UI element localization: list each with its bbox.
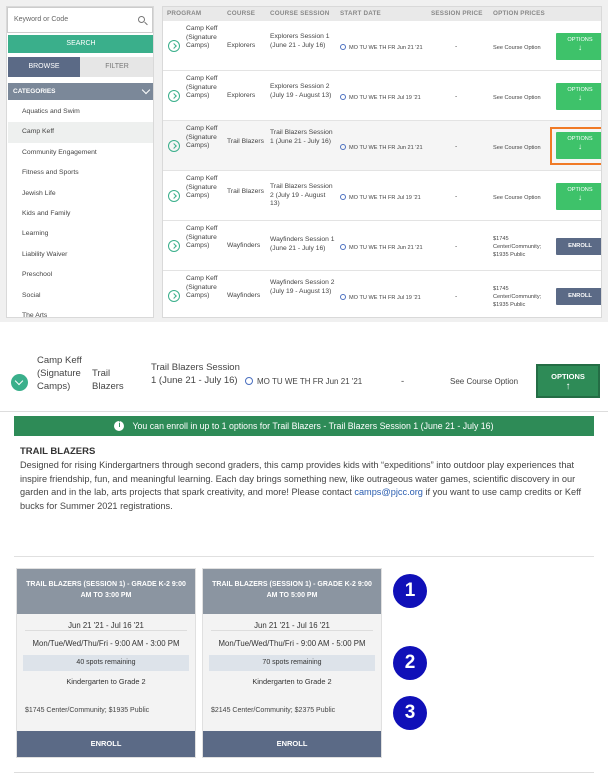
categories-label: CATEGORIES (13, 88, 56, 95)
session-price-cell: - (455, 293, 458, 300)
header-course: COURSE (227, 10, 256, 17)
options-button[interactable] (556, 83, 602, 110)
header-start-date: START DATE (340, 10, 381, 17)
table-header (163, 7, 602, 21)
sidebar-item-jewish-life[interactable]: Jewish Life (22, 189, 56, 197)
option-card (202, 568, 382, 758)
start-date-cell: MO TU WE TH FR Jun 21 '21 (349, 145, 423, 151)
clock-icon (340, 144, 346, 150)
enroll-limit-banner (14, 416, 594, 436)
sidebar-item-the-arts[interactable]: The Arts (22, 311, 48, 318)
sidebar-item-community[interactable]: Community Engagement (22, 148, 97, 156)
options-label: OPTIONS (551, 372, 585, 381)
sidebar-item-social[interactable]: Social (22, 291, 41, 299)
sidebar-item-aquatics[interactable]: Aquatics and Swim (22, 108, 80, 115)
enroll-button[interactable]: ENROLL (556, 288, 602, 305)
arrow-down-icon: ↓ (578, 193, 582, 202)
search-icon[interactable] (138, 16, 145, 23)
top-screenshot-panel (0, 0, 608, 322)
arrow-down-icon: ↓ (578, 142, 582, 151)
session-cell: Wayfinders Session 1 (June 21 - July 16) (270, 236, 335, 252)
course-description (20, 459, 590, 513)
option-dates: Jun 21 '21 - Jul 16 '21 (68, 621, 144, 630)
arrow-down-icon: ↓ (578, 43, 582, 52)
course-title: TRAIL BLAZERS (20, 446, 96, 457)
contact-email-link[interactable]: camps@pjcc.org (354, 487, 423, 497)
sidebar-item-liability[interactable]: Liability Waiver (22, 250, 68, 258)
course-cell: Explorers (227, 42, 256, 49)
arrow-up-icon: ↑ (565, 381, 571, 392)
divider (211, 630, 373, 631)
expand-circle-icon[interactable] (168, 240, 180, 252)
option-schedule: Mon/Tue/Wed/Thu/Fri - 9:00 AM - 3:00 PM (32, 639, 180, 648)
table-row (163, 271, 602, 318)
table-row (163, 171, 602, 221)
clock-icon (340, 244, 346, 250)
option-price-cell: See Course Option (493, 145, 541, 151)
session-price-cell: - (455, 243, 458, 250)
clock-icon (340, 94, 346, 100)
session-cell: Explorers Session 2 (July 19 - August 13) (270, 83, 332, 99)
expand-circle-icon[interactable] (168, 40, 180, 52)
clock-icon (340, 44, 346, 50)
course-cell: Trail Blazers (227, 188, 264, 195)
option-price-cell: See Course Option (450, 377, 519, 386)
start-date-cell: MO TU WE TH FR Jun 21 '21 (349, 45, 423, 51)
options-button[interactable] (556, 132, 602, 159)
option-grade: Kindergarten to Grade 2 (252, 677, 332, 686)
callout-badge-1: 1 (393, 574, 427, 608)
session-cell: Wayfinders Session 2 (July 19 - August 13) (270, 279, 335, 295)
tab-browse[interactable]: BROWSE (8, 57, 80, 77)
clock-icon (245, 377, 253, 385)
course-cell: Explorers (227, 92, 256, 99)
expand-circle-icon[interactable] (168, 90, 180, 102)
sidebar-item-learning[interactable]: Learning (22, 230, 49, 238)
enroll-button[interactable]: ENROLL (17, 731, 195, 757)
spots-remaining: 70 spots remaining (209, 655, 375, 671)
option-price-cell: $1745 Center/Community; $1935 Public (493, 286, 542, 308)
divider (14, 772, 594, 773)
session-price-cell: - (455, 43, 458, 50)
divider (14, 556, 594, 557)
expand-circle-icon[interactable] (168, 140, 180, 152)
option-price-cell: See Course Option (493, 45, 541, 51)
clock-icon (340, 194, 346, 200)
spots-remaining: 40 spots remaining (23, 655, 189, 671)
start-date-cell: MO TU WE TH FR Jul 19 '21 (349, 95, 421, 101)
enroll-button[interactable]: ENROLL (556, 238, 602, 255)
option-price-cell: $1745 Center/Community; $1935 Public (493, 236, 542, 258)
bottom-screenshot-panel (0, 342, 608, 780)
options-label: OPTIONS (567, 187, 593, 193)
options-button[interactable] (536, 364, 600, 398)
table-row (163, 121, 602, 171)
enroll-button[interactable]: ENROLL (203, 731, 381, 757)
options-label: OPTIONS (567, 136, 593, 142)
chevron-down-icon[interactable] (142, 86, 150, 94)
clock-icon (340, 294, 346, 300)
option-price: $1745 Center/Community; $1935 Public (25, 707, 150, 714)
sidebar-item-kids-family[interactable]: Kids and Family (22, 209, 71, 217)
start-date-cell: MO TU WE TH FR Jul 19 '21 (349, 195, 421, 201)
session-cell: Trail Blazers Session 1 (June 21 - July 16) (270, 129, 333, 145)
categories-header[interactable] (8, 83, 154, 100)
option-grade: Kindergarten to Grade 2 (66, 677, 146, 686)
program-cell: Camp Keff (Signature Camps) (186, 125, 218, 150)
session-price-cell: - (401, 376, 405, 387)
expand-circle-icon[interactable] (168, 290, 180, 302)
program-cell: Camp Keff (Signature Camps) (186, 225, 218, 250)
callout-badge-2: 2 (393, 646, 427, 680)
callout-badge-3: 3 (393, 696, 427, 730)
category-list (8, 102, 154, 318)
sidebar-item-preschool[interactable]: Preschool (22, 271, 53, 279)
options-button[interactable] (556, 33, 602, 60)
option-card (16, 568, 196, 758)
option-dates: Jun 21 '21 - Jul 16 '21 (254, 621, 330, 630)
description-text: Designed for rising Kindergartners through second graders, this camp provides kids with “expeditions” into outdoor play experiences that inspire friendship, fun, and meaningful learning. Each day brings something new, like outrageous water games, scientific discovery in our garden and in the lab, arts projects that spark creativity, and more! Please contact (20, 460, 576, 497)
course-cell: Wayfinders (227, 242, 261, 249)
program-cell: Camp Keff (Signature Camps) (186, 175, 218, 200)
option-price: $2145 Center/Community; $2375 Public (211, 707, 336, 714)
session-price-cell: - (455, 93, 458, 100)
search-input[interactable]: Keyword or Code (7, 7, 153, 33)
options-label: OPTIONS (567, 87, 593, 93)
header-course-session: COURSE SESSION (270, 10, 330, 17)
program-cell: Camp Keff (Signature Camps) (186, 275, 218, 300)
header-program: PROGRAM (167, 10, 202, 17)
option-schedule: Mon/Tue/Wed/Thu/Fri - 9:00 AM - 5:00 PM (218, 639, 366, 648)
info-icon: i (114, 421, 124, 431)
start-date-cell: MO TU WE TH FR Jun 21 '21 (349, 245, 423, 251)
course-table (162, 6, 602, 318)
divider (25, 630, 187, 631)
collapse-circle-icon[interactable] (11, 374, 28, 391)
sidebar (6, 6, 154, 318)
options-button[interactable] (556, 183, 602, 210)
start-date-cell: MO TU WE TH FR Jul 19 '21 (349, 295, 421, 301)
search-button[interactable]: SEARCH (8, 35, 154, 53)
expanded-row (0, 342, 608, 412)
table-row (163, 71, 602, 121)
program-cell: Camp Keff (Signature Camps) (37, 355, 82, 392)
sidebar-item-camp-keff[interactable]: Camp Keff (8, 122, 154, 142)
table-row (163, 221, 602, 271)
banner-text: You can enroll in up to 1 options for Trail Blazers - Trail Blazers Session 1 (June 21 - July 16) (132, 421, 494, 431)
sidebar-item-fitness[interactable]: Fitness and Sports (22, 169, 79, 177)
header-session-price: SESSION PRICE (431, 10, 483, 17)
options-label: OPTIONS (567, 37, 593, 43)
program-cell: Camp Keff (Signature Camps) (186, 25, 218, 50)
option-card-title: TRAIL BLAZERS (SESSION 1) - GRADE K-2 9:00 AM TO 3:00 PM (17, 569, 195, 614)
option-price-cell: See Course Option (493, 95, 541, 101)
session-price-cell: - (455, 143, 458, 150)
header-option-prices: OPTION PRICES (493, 10, 545, 17)
arrow-down-icon: ↓ (578, 93, 582, 102)
option-card-title: TRAIL BLAZERS (SESSION 1) - GRADE K-2 9:00 AM TO 5:00 PM (203, 569, 381, 614)
table-row (163, 21, 602, 71)
program-cell: Camp Keff (Signature Camps) (186, 75, 218, 100)
session-cell: Explorers Session 1 (June 21 - July 16) (270, 33, 330, 49)
expand-circle-icon[interactable] (168, 190, 180, 202)
start-date-cell: MO TU WE TH FR Jun 21 '21 (257, 377, 363, 386)
course-cell: Trail Blazers (92, 368, 124, 392)
description-text-end: if you want to use camp credits or Keff bucks for Summer 2021 registrations. (20, 487, 582, 511)
session-cell: Trail Blazers Session 1 (June 21 - July 16) (151, 362, 240, 386)
course-cell: Trail Blazers (227, 138, 264, 145)
session-cell: Trail Blazers Session 2 (July 19 - August 13) (270, 183, 333, 208)
session-price-cell: - (455, 193, 458, 200)
tab-filter[interactable]: FILTER (80, 57, 154, 77)
course-cell: Wayfinders (227, 292, 261, 299)
option-price-cell: See Course Option (493, 195, 541, 201)
